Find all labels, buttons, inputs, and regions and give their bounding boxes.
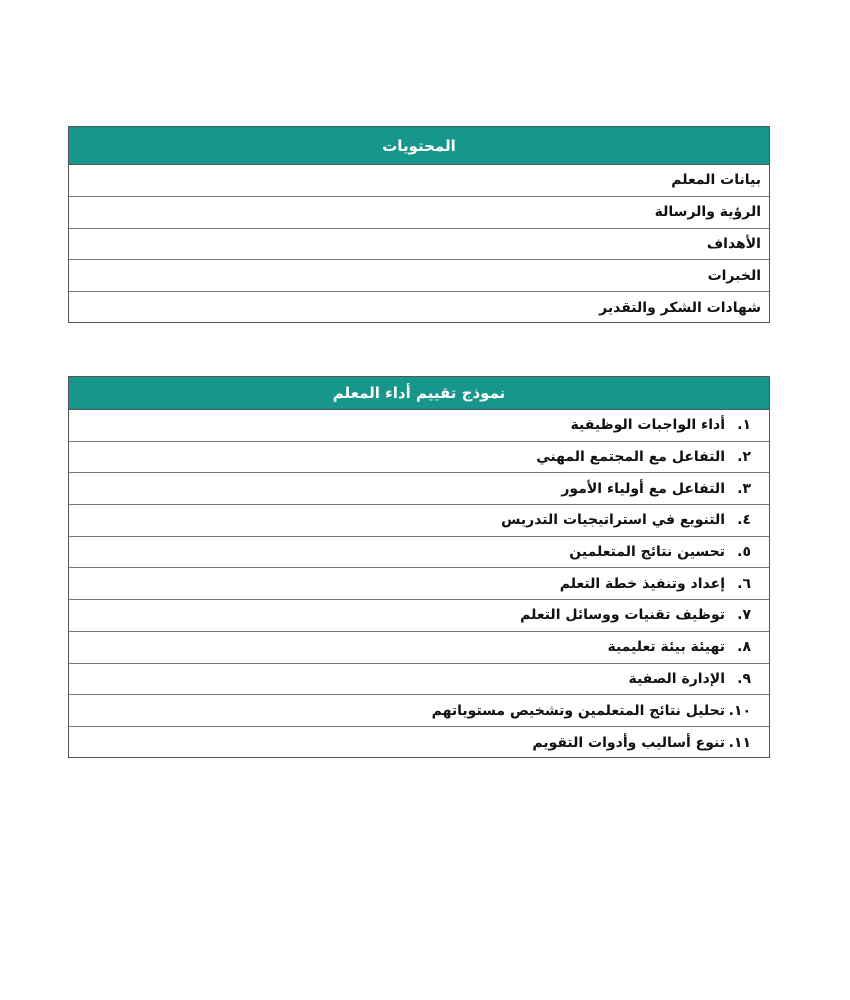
contents-item: الأهداف bbox=[706, 235, 761, 252]
contents-row bbox=[69, 197, 769, 229]
evaluation-title: نموذج تقييم أداء المعلم bbox=[69, 377, 769, 410]
contents-row bbox=[69, 260, 769, 292]
item-number: ٧. bbox=[737, 607, 751, 624]
item-number: ١. bbox=[737, 417, 751, 434]
evaluation-row bbox=[69, 695, 769, 727]
evaluation-row bbox=[69, 537, 769, 569]
evaluation-row bbox=[69, 727, 769, 759]
contents-item: بيانات المعلم bbox=[671, 172, 761, 189]
evaluation-row bbox=[69, 473, 769, 505]
item-label: الإدارة الصفية bbox=[628, 670, 725, 687]
item-label: تنوع أساليب وأدوات التقويم bbox=[532, 734, 725, 751]
evaluation-table bbox=[68, 376, 770, 758]
item-label: إعداد وتنفيذ خطة التعلم bbox=[559, 575, 725, 592]
contents-item: الخبرات bbox=[707, 267, 761, 284]
contents-row bbox=[69, 292, 769, 324]
evaluation-row bbox=[69, 410, 769, 442]
item-number: ٢. bbox=[737, 449, 751, 466]
item-number: ٩. bbox=[737, 670, 751, 687]
contents-item: شهادات الشكر والتقدير bbox=[599, 300, 761, 317]
item-number: ٤. bbox=[737, 512, 751, 529]
item-label: تحليل نتائج المتعلمين وتشخيص مستوياتهم bbox=[431, 702, 725, 719]
item-number: ٨. bbox=[737, 639, 751, 656]
contents-item: الرؤية والرسالة bbox=[654, 204, 761, 221]
item-label: التفاعل مع أولياء الأمور bbox=[561, 480, 725, 497]
item-number: ١١. bbox=[728, 734, 751, 751]
item-label: التنويع في استراتيجيات التدريس bbox=[501, 512, 725, 529]
contents-row bbox=[69, 229, 769, 261]
item-number: ١٠. bbox=[728, 702, 751, 719]
item-number: ٦. bbox=[737, 575, 751, 592]
contents-row bbox=[69, 165, 769, 197]
evaluation-row bbox=[69, 442, 769, 474]
item-label: تهيئة بيئة تعليمية bbox=[607, 639, 725, 656]
item-label: أداء الواجبات الوظيفية bbox=[570, 417, 725, 434]
evaluation-row bbox=[69, 600, 769, 632]
item-label: توظيف تقنيات ووسائل التعلم bbox=[520, 607, 725, 624]
contents-title: المحتويات bbox=[69, 127, 769, 165]
item-number: ٥. bbox=[737, 544, 751, 561]
evaluation-row bbox=[69, 632, 769, 664]
item-label: التفاعل مع المجتمع المهني bbox=[536, 449, 725, 466]
evaluation-row bbox=[69, 568, 769, 600]
evaluation-row bbox=[69, 505, 769, 537]
contents-table bbox=[68, 126, 770, 323]
item-label: تحسين نتائج المتعلمين bbox=[569, 544, 725, 561]
evaluation-row bbox=[69, 664, 769, 696]
item-number: ٣. bbox=[737, 480, 751, 497]
